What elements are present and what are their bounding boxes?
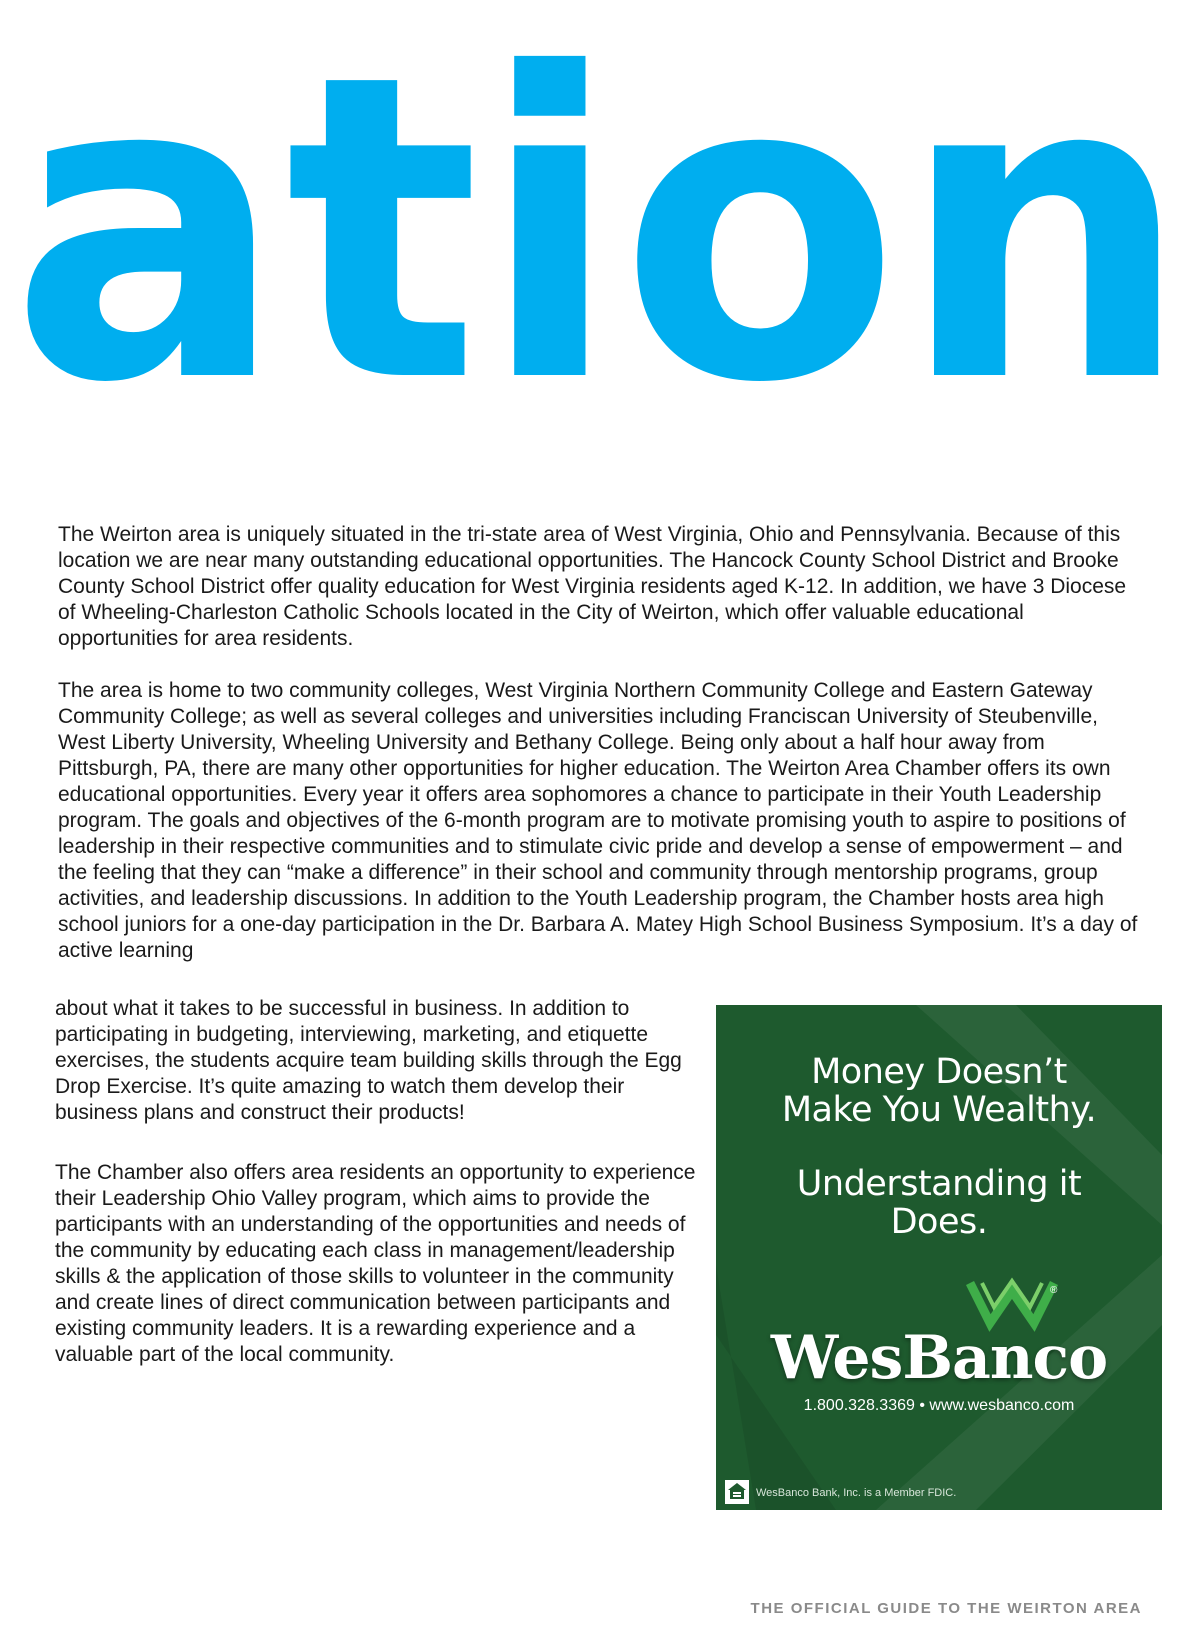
ad-fdic-disclaimer: WesBanco Bank, Inc. is a Member FDIC.: [756, 1487, 957, 1499]
hero-heading-text: ation: [10, 40, 1190, 400]
wesbanco-ad[interactable]: [716, 1005, 1162, 1510]
wesbanco-wordmark: WesBanco: [770, 1323, 1108, 1393]
intro-paragraph: The Weirton area is uniquely situated in the tri-state area of West Virginia, Ohio and Pennsylvania. Because of this location we are near many outstanding educational opportunities. The Hancock County School District and Brooke County School District offer quality education for West Virginia residents aged K-12. In addition, we have 3 Diocese of Wheeling-Charleston Catholic Schools located in the City of Weirton, which offer valuable educational opportunities for area residents.: [58, 523, 1127, 650]
ad-subline-line-1: Understanding it: [796, 1164, 1082, 1204]
ad-contact[interactable]: 1.800.328.3369 • www.wesbanco.com: [803, 1397, 1075, 1414]
ad-headline-line-1: Money Doesn’t: [811, 1052, 1067, 1092]
ad-subline-line-2: Does.: [890, 1202, 988, 1242]
symposium-paragraph: about what it takes to be successful in business. In addition to participating in budgeting, interviewing, marketing, and etiquette exercises, the students acquire team building skills through the Egg Drop Exercise. It’s quite amazing to watch them develop their business plans and construct their products!: [55, 997, 682, 1124]
leadership-paragraph: The Chamber also offers area residents an opportunity to experience their Leadership Ohio Valley program, which aims to provide the participants with an understanding of the opportunities and needs of the community by educating each class in management/leadership skills & the application of those skills to volunteer in the community and create lines of direct communication between participants and existing community leaders. It is a rewarding experience and a valuable part of the local community.: [55, 1161, 696, 1366]
registered-mark: ®: [1050, 1285, 1058, 1296]
ad-headline-line-2: Make You Wealthy.: [781, 1090, 1097, 1130]
ad-headline: [716, 1053, 1162, 1129]
colleges-paragraph: The area is home to two community colleges, West Virginia Northern Community College and Eastern Gateway Community College; as well as several colleges and universities including Franciscan University of Steubenville, West Liberty University, Wheeling University and Bethany College. Being only about a half hour away from Pittsburgh, PA, there are many other opportunities for higher education. The Weirton Area Chamber offers its own educational opportunities. Every year it offers area sophomores a chance to participate in their Youth Leadership program. The goals and objectives of the 6-month program are to motivate promising youth to aspire to positions of leadership in their respective communities and to stimulate civic pride and develop a sense of empowerment – and the feeling that they can “make a difference” in their school and community through mentorship programs, group activities, and leadership discussions. In addition to the Youth Leadership program, the Chamber hosts area high school juniors for a one-day participation in the Dr. Barbara A. Matey High School Business Symposium. It’s a day of active learning: [58, 679, 1138, 962]
equal-housing-lender-icon: [724, 1479, 750, 1505]
footer-tagline: THE OFFICIAL GUIDE TO THE WEIRTON AREA: [750, 1600, 1142, 1617]
hero-heading: [0, 40, 1200, 400]
ad-subline: [716, 1165, 1162, 1241]
